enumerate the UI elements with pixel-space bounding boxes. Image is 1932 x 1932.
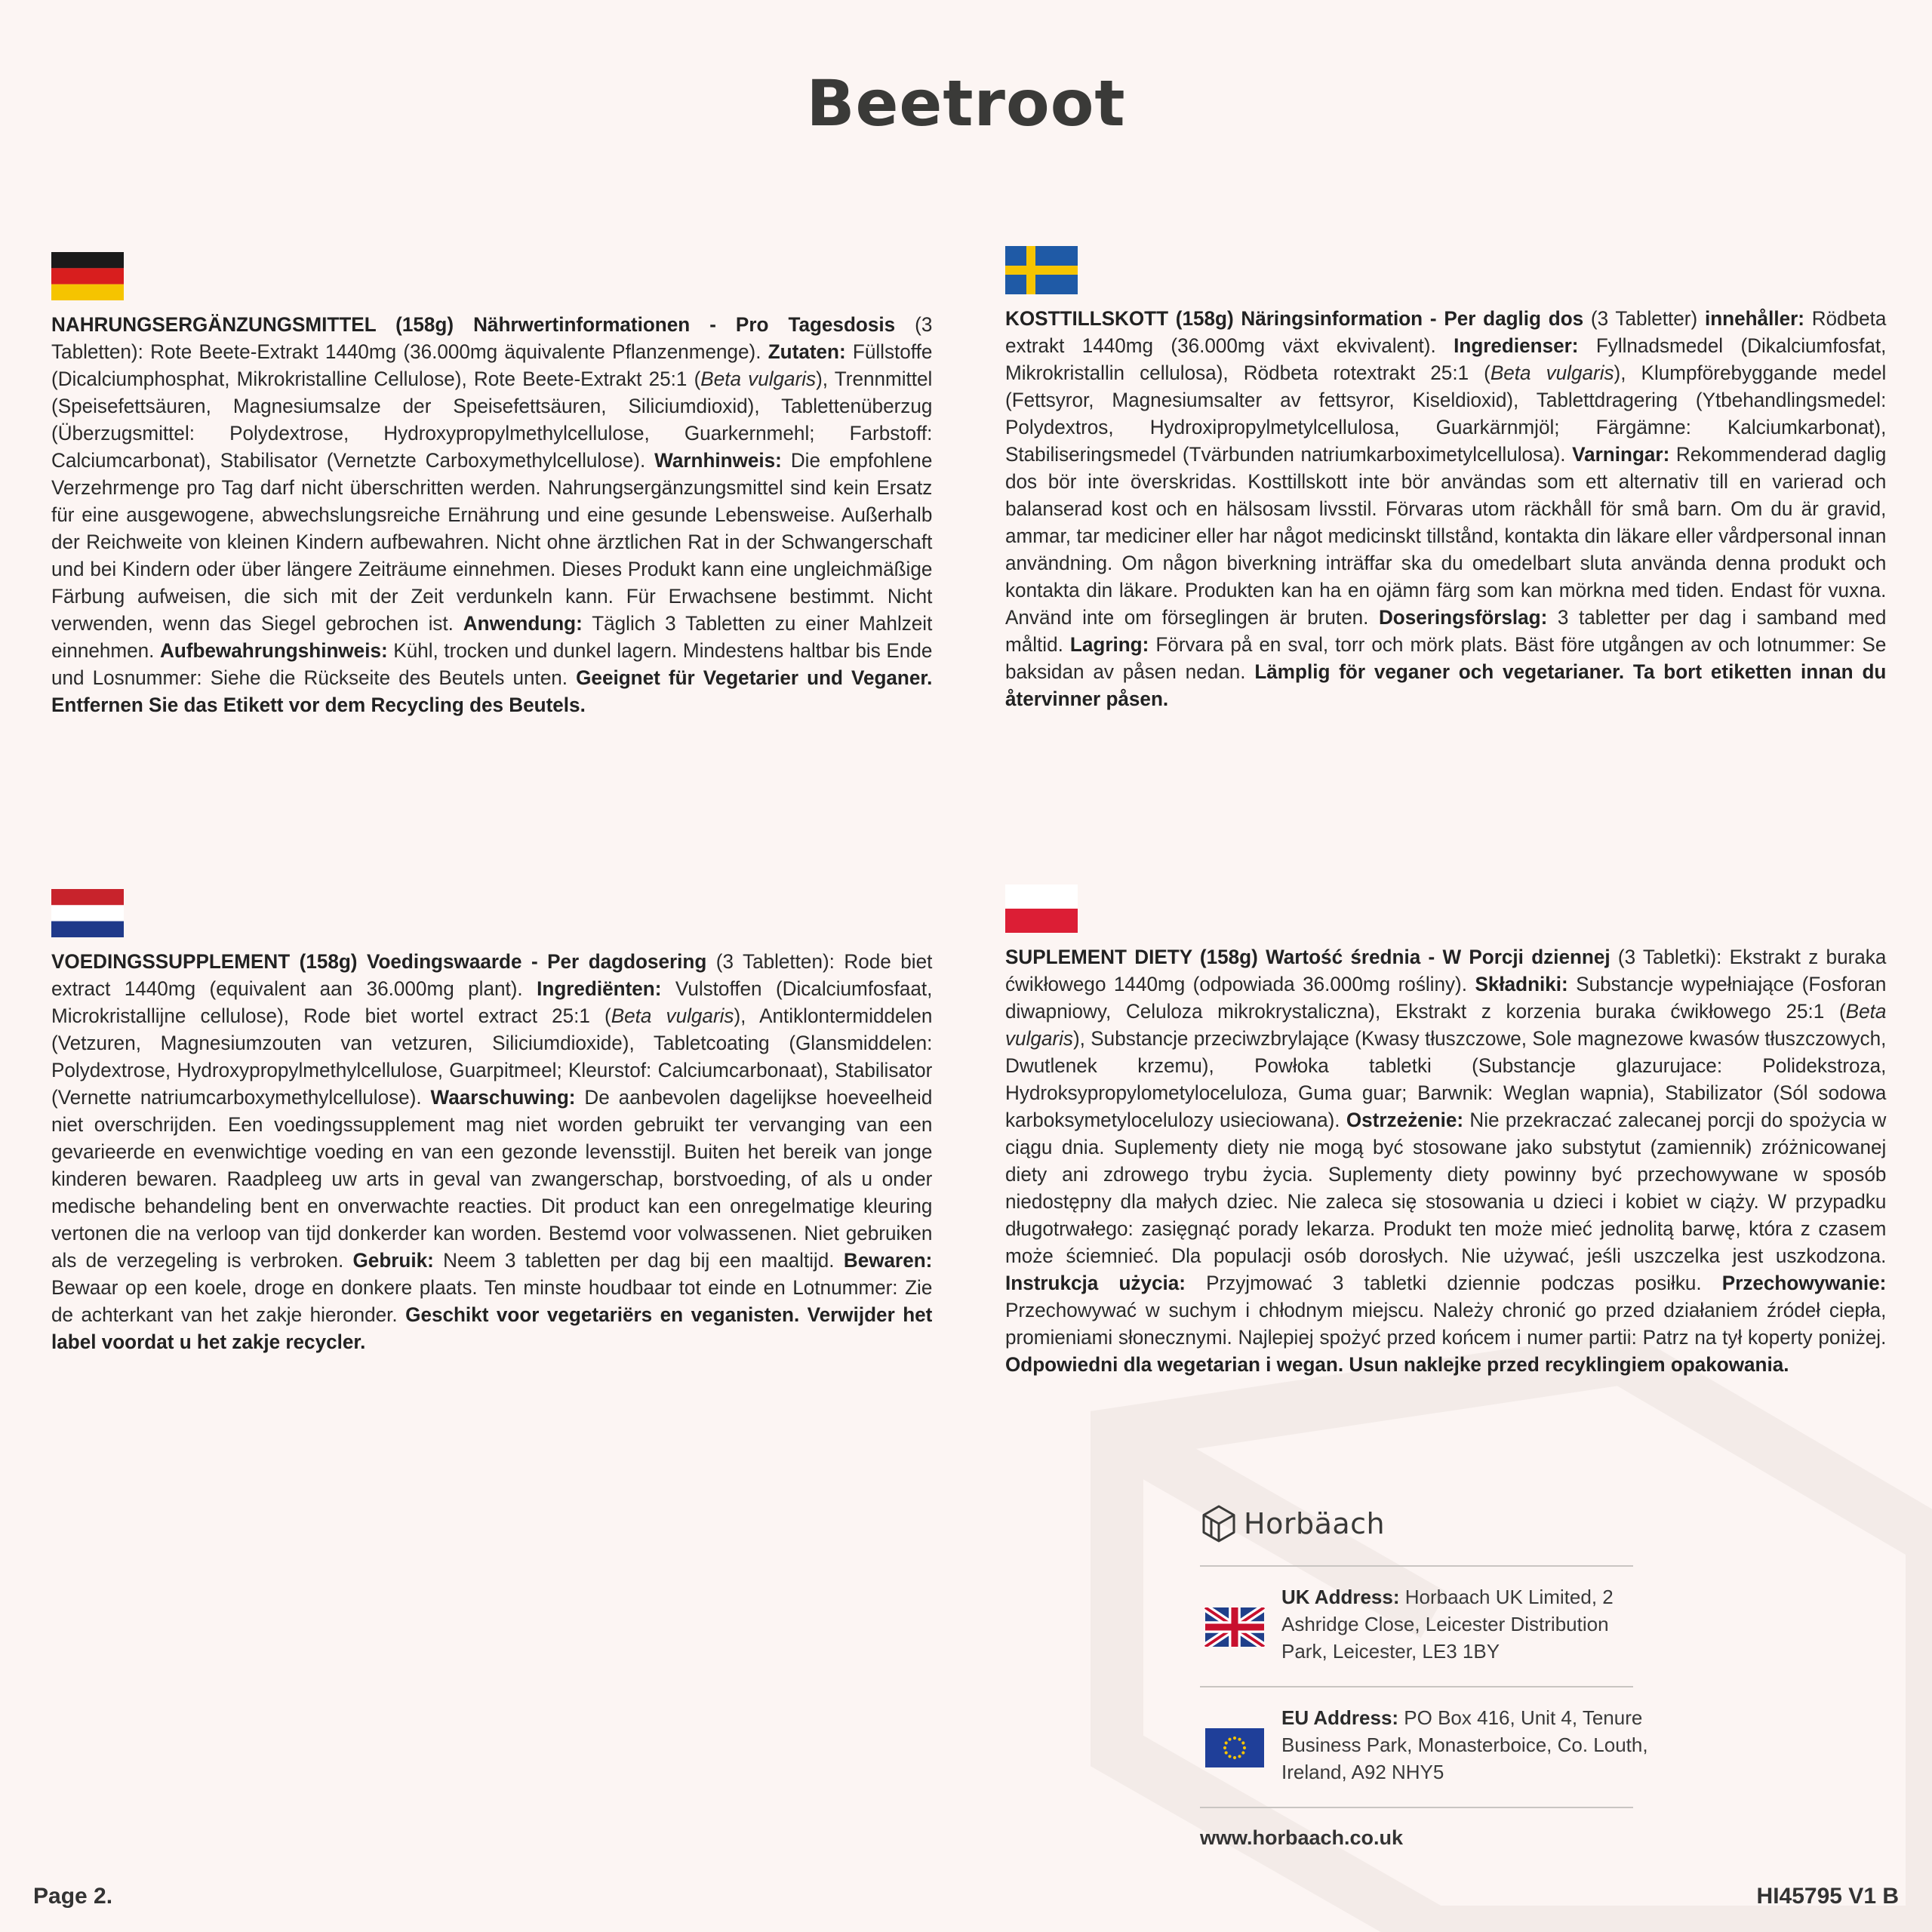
- label-text: Kühl, trocken und dunkel lagern. Mindestens haltbar bis Ende und Losnummer: Siehe die Rückseite des Beutels unten.: [51, 638, 933, 689]
- label-bold-text: VOEDINGSSUPPLEMENT (158g) Voedingswaarde - Per dagdosering: [51, 949, 707, 973]
- label-bold-text: Bewaren:: [843, 1248, 933, 1272]
- label-italic-text: Beta vulgaris: [1490, 361, 1614, 384]
- label-bold-text: Anwendung:: [463, 611, 583, 635]
- swedish-label-text: [1005, 305, 1886, 712]
- label-bold-text: Lagring:: [1069, 632, 1149, 656]
- label-text: Bewaar op een koele, droge en donkere plaats. Ten minste houdbaar tot einde en Lotnummer: Zie de achterkant van het zakje hieronder.: [51, 1275, 933, 1326]
- label-text: Nie przekraczać zalecanej porcji do spożycia w ciągu dnia. Suplementy diety nie mogą być stosowane jako substytut (zamiennik) zróżnicowanej diety ani zdrowego trybu życia. Suplementy diety powinny być przechowywane w sposób niedostępny dla małych dziec. Nie zaleca się stosowania u dzieci i kobiet w ciąży. W przypadku długotrwałego: zasięgnąć porady lekarza. Produkt ten może mieć jednolitą barwę, która z czasem może ściemnieć. Dla populacji osób dorosłych. Nie używać, jeśli uszczelka jest uszkodzona.: [1005, 1108, 1887, 1267]
- label-bold-text: KOSTTILLSKOTT (158g) Näringsinformation - Per daglig dos: [1005, 306, 1584, 330]
- section-german: [51, 252, 987, 718]
- label-text: ), Antiklontermiddelen (Vetzuren, Magnesiumzouten van vetzuren, Siliciumdioxide), Tabletcoating (Glansmiddelen: Polydextrose, Hydroxypropylmethylcellulose, Guarpitmeel; Kleurstof: Calciumcarbonaat), Stabilisator (Vernette natriumcarboxymethylcellulose).: [51, 1004, 933, 1109]
- label-text: Die empfohlene Verzehrmenge pro Tag darf nicht überschritten werden. Nahrungsergänzungsmittel sind kein Ersatz für eine ausgewogene, abwechslungsreiche Ernährung und eine gesunde Lebensweise. Außerhalb der Reichweite von kleinen Kindern aufbewahren. Nicht ohne ärztlichen Rat in der Schwangerschaft und bei Kindern oder über längere Zeiträume einnehmen. Dieses Produkt kann eine ungleichmäßige Färbung aufweisen, die sich mit der Zeit verdunkeln kann. Für Erwachsene bestimmt. Nicht verwenden, wenn das Siegel gebrochen ist.: [51, 448, 933, 635]
- label-text: ), Substancje przeciwzbrylające (Kwasy tłuszczowe, Sole magnezowe kwasów tłuszczowych, Dwutlenek krzemu), Powłoka tabletki (Substancje glazurujace: Polidekstroza, Hydroksypropylometyloceluloza, Guma guar; Barwnik: Weglan wapnia), Stabilizator (Sól sodowa karboksymetylocelulozy usieciowana).: [1005, 1026, 1887, 1131]
- uk-address-label: UK Address:: [1281, 1586, 1400, 1608]
- label-italic-text: Beta vulgaris: [611, 1004, 734, 1027]
- label-text: (3 Tabletten): Rote Beete-Extrakt 1440mg (36.000mg äquivalente Pflanzenmenge).: [51, 312, 933, 363]
- label-bold-text: Przechowywanie:: [1721, 1271, 1887, 1294]
- label-text: Przechowywać w suchym i chłodnym miejscu. Należy chronić go przed działaniem źródeł ciepła, promieniami słonecznymi. Najlepiej spożyć przed końcem i numer partii: Patrz na tył koperty poniżej.: [1005, 1298, 1887, 1349]
- label-bold-text: Ingredienser:: [1454, 334, 1579, 357]
- label-text: Przyjmować 3 tabletki dziennie podczas posiłku.: [1185, 1271, 1722, 1294]
- label-bold-text: Zutaten:: [768, 340, 846, 363]
- product-code: HI45795 V1 B: [1756, 1884, 1899, 1909]
- label-text: (3 Tabletten): Rode biet extract 1440mg (equivalent aan 36.000mg plant).: [51, 949, 933, 1000]
- uk-address-value: Horbaach UK Limited, 2 Ashridge Close, Leicester Distribution Park, Leicester, LE3 1BY: [1281, 1586, 1614, 1663]
- label-text: Vulstoffen (Dicalciumfosfaat, Microkristallijne cellulose), Rode biet wortel extract 25:1 (: [51, 977, 933, 1027]
- uk-address-text: [1281, 1583, 1659, 1665]
- divider: [1200, 1686, 1633, 1687]
- label-text: ), Trennmittel (Speisefettsäuren, Magnesiumsalze der Speisefettsäuren, Siliciumdioxid), Tablettenüberzug (Überzugsmittel: Polydextrose, Hydroxypropylmethylcellulose, Guarkernmehl; Farbstoff: Calciumcarbonat), Stabilisator (Vernetzte Carboxymethylcellulose).: [51, 367, 933, 472]
- section-polish: [1005, 884, 1932, 1378]
- label-text: Förvara på en sval, torr och mörk plats. Bäst före utgången av och lotnummer: Se baksidan av påsen nedan.: [1005, 632, 1887, 683]
- eu-address-value: PO Box 416, Unit 4, Tenure Business Park, Monasterboice, Co. Louth, Ireland, A92 NHY5: [1281, 1706, 1648, 1783]
- germany-flag-icon: [51, 252, 124, 300]
- poland-flag-icon: [1005, 884, 1078, 933]
- label-bold-text: Warnhinweis:: [654, 448, 782, 472]
- label-bold-text: Waarschuwing:: [430, 1085, 576, 1109]
- uk-address-block: [1204, 1583, 1659, 1665]
- eu-address-text: [1281, 1704, 1659, 1786]
- label-text: 3 tabletter per dag i samband med måltid.: [1005, 605, 1887, 656]
- label-bold-text: Odpowiedni dla wegetarian i wegan. Usun naklejke przed recyklingiem opakowania.: [1005, 1352, 1789, 1376]
- label-bold-text: Gebruik:: [352, 1248, 434, 1272]
- label-bold-text: Doseringsförslag:: [1378, 605, 1548, 629]
- netherlands-flag-icon: [51, 889, 124, 937]
- label-text: ), Klumpförebyggande medel (Fettsyror, Magnesiumsalter av fettsyror, Kiseldioxid), Tablettdragering (Ytbehandlingsmedel: Polydextros, Hydroxipropylmetylcellulosa, Guarkärnmjöl; Färgämne: Kalciumkarbonat), Stabiliseringsmedel (Tvärbunden natriumkarboximetylcellulosa).: [1005, 361, 1887, 466]
- label-bold-text: Składniki:: [1475, 972, 1568, 995]
- label-text: (3 Tabletki): Ekstrakt z buraka ćwikłowego 1440mg (odpowiada 36.000mg rośliny).: [1005, 945, 1887, 995]
- label-bold-text: Geeignet für Vegetarier und Veganer. Entfernen Sie das Etikett vor dem Recycling des Beutels.: [51, 666, 933, 716]
- label-text: (3 Tabletter): [1583, 306, 1705, 330]
- label-text: Neem 3 tabletten per dag bij een maaltijd.: [433, 1248, 844, 1272]
- label-bold-text: Aufbewahrungshinweis:: [160, 638, 388, 662]
- label-text: Rekommenderad daglig dos bör inte överskridas. Kosttillskott inte bör användas som ett alternativ till en varierad och balanserad kost och en hälsosam livsstil. Förvaras utom räckhåll för små barn. Om du är gravid, ammar, tar mediciner eller har något medicinskt tillstånd, kontakta din läkare eller vårdpersonal innan användning. Om någon biverkning inträffar ska du omedelbart sluta använda denna produkt och kontakta din läkare. Produkten kan ha en ojämn färg som kan mörkna med tiden. Endast för vuxna. Använd inte om förseglingen är bruten.: [1005, 442, 1887, 629]
- eu-flag-icon: [1204, 1728, 1265, 1767]
- label-text: Rödbeta extrakt 1440mg (36.000mg växt ekvivalent).: [1005, 306, 1887, 357]
- label-bold-text: NAHRUNGSERGÄNZUNGSMITTEL (158g) Nährwertinformationen - Pro Tagesdosis: [51, 312, 896, 336]
- label-text: Substancje wypełniające (Fosforan diwapniowy, Celuloza mikrokrystaliczna), Ekstrakt z korzenia buraka ćwikłowego 25:1 (: [1005, 972, 1887, 1023]
- dutch-label-text: [51, 948, 932, 1355]
- page-title: Beetroot: [806, 66, 1126, 140]
- label-bold-text: Instrukcja użycia:: [1005, 1271, 1186, 1294]
- sweden-flag-icon: [1005, 246, 1078, 294]
- label-bold-text: innehåller:: [1704, 306, 1804, 330]
- label-bold-text: Geschikt voor vegetariërs en veganisten. Verwijder het label voordat u het zakje recycler.: [51, 1303, 933, 1353]
- section-dutch: [51, 889, 987, 1355]
- label-text: Füllstoffe (Dicalciumphosphat, Mikrokristalline Cellulose), Rote Beete-Extrakt 25:1 (: [51, 340, 933, 390]
- website-link[interactable]: www.horbaach.co.uk: [1200, 1826, 1404, 1849]
- divider: [1200, 1807, 1633, 1808]
- section-swedish: [1005, 246, 1932, 712]
- label-text: Fyllnadsmedel (Dikalciumfosfat, Mikrokristallin cellulosa), Rödbeta rotextrakt 25:1 (: [1005, 334, 1887, 384]
- label-italic-text: Beta vulgaris: [1005, 999, 1887, 1050]
- label-bold-text: Varningar:: [1572, 442, 1670, 466]
- german-label-text: [51, 311, 932, 718]
- polish-label-text: [1005, 943, 1886, 1378]
- divider: [1200, 1565, 1633, 1567]
- label-bold-text: SUPLEMENT DIETY (158g) Wartość średnia - W Porcji dziennej: [1005, 945, 1611, 968]
- eu-address-label: EU Address:: [1281, 1706, 1399, 1729]
- label-bold-text: Lämplig för veganer och vegetarianer. Ta bort etiketten innan du återvinner påsen.: [1005, 660, 1887, 710]
- uk-flag-icon: [1204, 1607, 1265, 1647]
- brand-name: Horbäach: [1244, 1507, 1386, 1540]
- page-number: Page 2.: [33, 1884, 113, 1909]
- label-italic-text: Beta vulgaris: [700, 367, 817, 390]
- horbaach-hexagon-logo-icon: [1201, 1505, 1236, 1543]
- label-text: De aanbevolen dagelijkse hoeveelheid niet overschrijden. Een voedingssupplement mag niet worden gebruikt ter vervanging van een gevarieerde en evenwichtige voeding en van een gezonde levensstijl. Buiten het bereik van jonge kinderen bewaren. Raadpleeg uw arts in geval van zwangerschap, borstvoeding, of als u onder medische behandeling bent en onverwachte reacties. Dit product kan een onregelmatige kleuring vertonen die na verloop van tijd donkerder kan worden. Bestemd voor volwassenen. Niet gebruiken als de verzegeling is verbroken.: [51, 1085, 933, 1272]
- label-bold-text: Ostrzeżenie:: [1346, 1108, 1464, 1131]
- eu-address-block: [1204, 1704, 1659, 1786]
- label-text: Täglich 3 Tabletten zu einer Mahlzeit einnehmen.: [51, 611, 933, 662]
- label-bold-text: Ingrediënten:: [537, 977, 662, 1000]
- brand-logo: [1201, 1505, 1385, 1543]
